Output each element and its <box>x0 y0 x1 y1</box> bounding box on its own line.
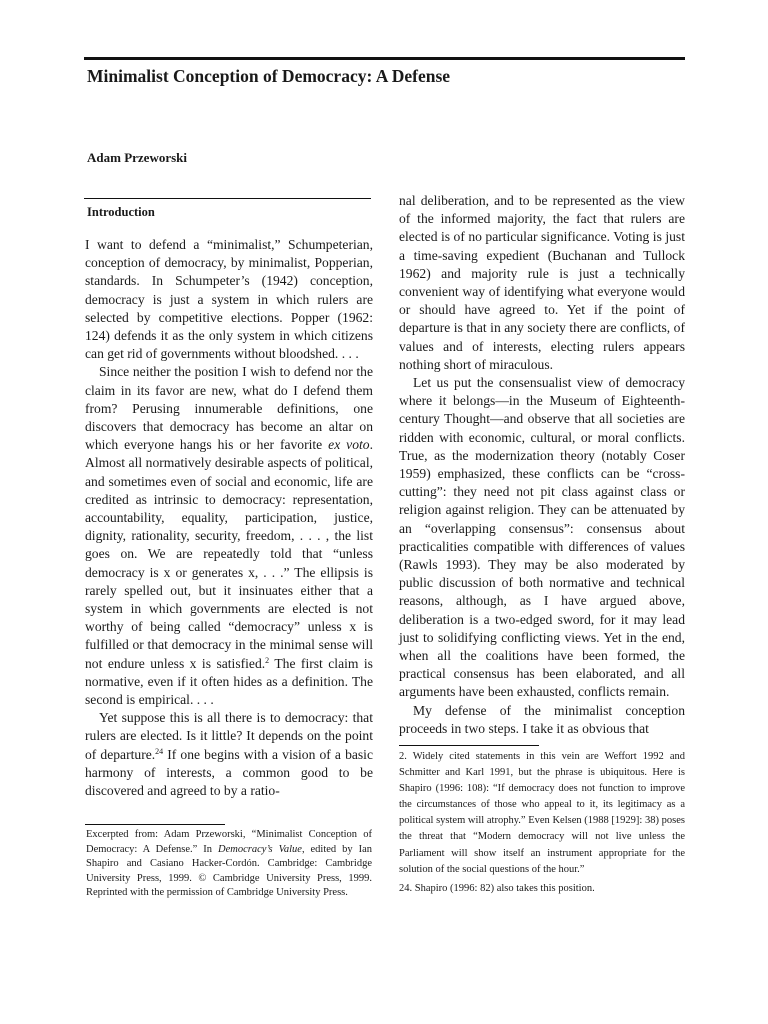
footnote-24: 24. Shapiro (1996: 82) also takes this position. <box>399 882 595 894</box>
author-name: Adam Przeworski <box>87 150 188 165</box>
footnote-rule <box>399 745 539 746</box>
section-heading: Introduction <box>87 205 155 219</box>
footnote-2: 2. Widely cited statements in this vein are Weffort 1992 and Schmitter and Karl 1991, but the phrase is ubiquitous. Here is Shapiro (1996: 108): “If democracy does not function to improve the circumstances of those who appeal to it, its legitimacy as a political system will atrophy.” Even Kelsen (1988 [1929]: 38) poses the threat that “Modern democracy will not live unless the Parliament will show itself an instrument appropriate for the solution of the social questions of the hour.” <box>399 751 685 875</box>
footnote-ref: 2 <box>265 655 270 665</box>
left-column <box>85 236 373 800</box>
right-column <box>399 192 685 738</box>
paragraph: Since neither the position I wish to defend nor the claim in its favor are new, what do I defend them from? Perusing innumerable definitions, one discovers that democracy has become an altar on which everyone hangs his or her favorite ex voto. Almost all normatively desirable aspects of political, and sometimes even of social and economic, life are credited as intrinsic to democracy: representation, accountability, equality, participation, justice, dignity, rationality, security, freedom, . . . , the list goes on. We are repeatedly told that “unless democracy is x or generates x, . . .” The ellipsis is rarely spelled out, but it insinuates either that a system in which governments are elected is not worthy of being called “democracy” unless x is fulfilled or that democracy in the minimal sense will not endure unless x is satisfied.$^2$ The first claim is normative, even if it often hides as a definition. The second is empirical. . . . <box>85 364 373 708</box>
source-credit: Excerpted from: Adam Przeworski, “Minimalist Conception of Democracy: A Defense.” In Democracy’s Value, edited by Ian Shapiro and Casiano Hacker-Cordón. Cambridge: Cambridge University Press, 1999. © Cambridge University Press, 1999. Reprinted with the permission of Cambridge University Press. <box>86 829 373 899</box>
credit-rule <box>85 824 225 825</box>
footnotes <box>399 749 685 897</box>
article-title: Minimalist Conception of Democracy: A Defense <box>87 66 451 86</box>
paragraph: My defense of the minimalist conception proceeds in two steps. I take it as obvious that <box>399 702 685 736</box>
italic-term: ex voto <box>328 437 370 453</box>
footnote-ref: 24 <box>155 746 164 756</box>
book-title: Democracy’s Value <box>218 843 302 855</box>
paragraph: nal deliberation, and to be represented as the view of the informed majority, the fact that rulers are elected is of no particular significance. Voting is just a time-saving expedient (Buchanan and Tullock 1962) and majority rule is just a technically convenient way of identifying what everyone would or should have agreed to. Yet if the point of departure is that in any society there are conflicts, of values and of interests, electing rulers appears nothing short of miraculous. <box>399 193 685 372</box>
paragraph: Yet suppose this is all there is to democracy: that rulers are elected. Is it little? It depends on the point of departure.$^{24}$ If one begins with a vision of a basic harmony of interests, a common good to be discovered and agreed to by a ratio- <box>85 710 373 799</box>
paragraph: Let us put the consensualist view of democracy where it belongs—in the Museum of Eighteenth-century Thought—and observe that all societies are ridden with economic, cultural, or moral conflicts. True, as the modernization theory (notably Coser 1959) emphasized, these conflicts can be “cross-cutting”: they need not pit class against class or religion against religion. They can be attenuated by an “overlapping consensus”: consensus about practicalities compatible with differences of values (Rawls 1993). They may be also moderated by public discussion of both normative and technical reasons, although, as I have argued above, deliberation is a two-edged sword, for it may lead just to solidifying conflicting views. Yet in the end, when all the coalitions have been formed, the practical consensus has been elaborated, and all arguments have been exhausted, conflicts remain. <box>399 375 685 700</box>
section-rule <box>84 198 371 199</box>
header-rule <box>84 57 685 60</box>
paragraph: I want to defend a “minimalist,” Schumpeterian, conception of democracy, by minimalist, Popperian, standards. In Schumpeter’s (1942) conception, democracy is just a system in which rulers are selected by competitive elections. Popper (1962: 124) defends it as the only system in which citizens can get rid of governments without bloodshed. . . . <box>85 237 373 362</box>
